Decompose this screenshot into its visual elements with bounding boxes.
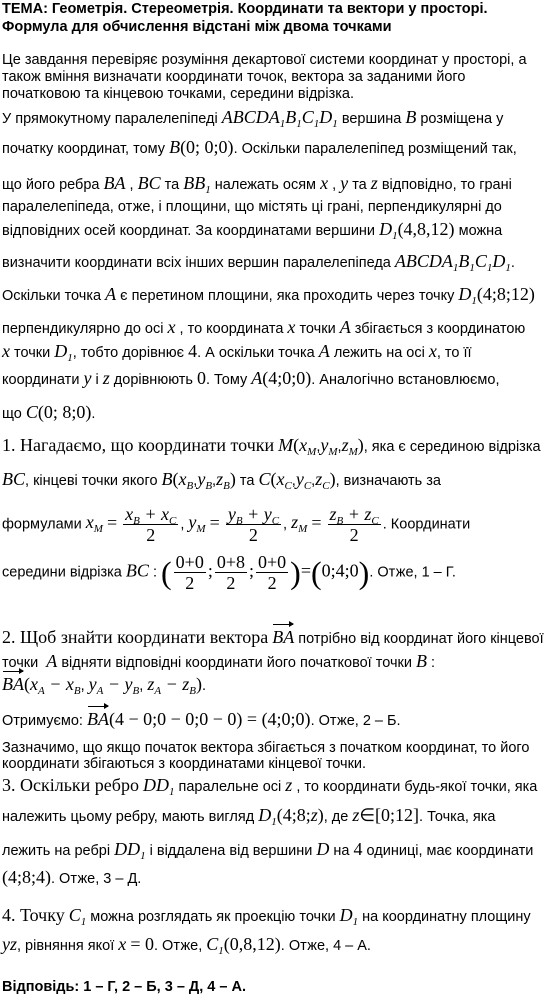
paragraph-line: x точки $D_1$, тобто дорівнює 4. А оскільки точка A лежить на осі x, то її	[2, 341, 472, 364]
intro-line-3: початковою та кінцевою точками, середини відрізка.	[2, 86, 355, 102]
title-line-2: Формула для обчислення відстані між двома точками	[2, 19, 392, 35]
section-1-line: BC, кінцеві точки якого $B(x_B,y_B,z_B)$ та $C(x_C,y_C,z_C)$, визначають за	[2, 469, 441, 492]
section-3-line: 3. Оскільки ребро $DD_1$ паралельне осі z , то координати будь-якої точки, яка	[2, 775, 538, 798]
paragraph-line: початку координат, тому B(0; 0;0). Оскільки паралелепіпед розміщений так,	[2, 137, 517, 157]
paragraph-line: паралелепіпеда, отже, і площини, що містять ці грані, перпендикулярні до	[2, 199, 502, 215]
section-3-line: лежить на ребрі $DD_1$ і віддалена від вершини D на 4 одиниці, має координати	[2, 839, 534, 862]
section-4-line: 4. Точку $C_1$ можна розглядать як проекцію точки $D_1$ на координатну площину	[2, 905, 531, 928]
section-2-note: Зазначимо, що якщо початок вектора збігається з початком координат, то його	[2, 740, 530, 756]
paragraph-line: координати y і z дорівнюють 0. Тому A(4;0;0). Аналогічно встановлюємо,	[2, 368, 500, 388]
title-line-1: ТЕМА: Геометрія. Стереометрія. Координати та вектори у просторі.	[2, 1, 488, 17]
section-1-formula: середини відрізка BC : ( $\frac{0+0}{2}$ ; $\frac{0+8}{2}$ ; $\frac{0+0}{2}$ )=(0;4;0). Отже, 1 – Г.	[2, 552, 456, 593]
section-2-formula: Отримуємо: BA(4 − 0;0 − 0;0 − 0) = (4;0;0). Отже, 2 – Б.	[2, 709, 401, 729]
section-3-line: належить цьому ребру, мають вигляд $D_1(4;8;z)$, де z∈[0;12]. Точка, яка	[2, 805, 496, 828]
answer-line: Відповідь: 1 – Г, 2 – Б, 3 – Д, 4 – А.	[2, 979, 246, 995]
section-4-line: yz, рівняння якої x = 0. Отже, $C_1(0,8,12)$. Отже, 4 – А.	[2, 934, 371, 957]
paragraph-line: що C(0; 8;0).	[2, 402, 96, 422]
paragraph-line: визначити координати всіх інших вершин паралелепіпеда $ABCDA_1B_1C_1D_1$.	[2, 251, 515, 274]
section-2-line: 2. Щоб знайти координати вектора BA потрібно від координат його кінцевої	[2, 627, 544, 647]
paragraph-line: перпендикулярно до осі x , то координата x точки A збігається з координатою	[2, 317, 526, 337]
section-1-formula: формулами $x_M$ = $\frac{x_B + x_C}{2}$ , $y_M$ = $\frac{y_B + y_C}{2}$ , $z_M$ = $\frac{z_B + z_C}{2}$ . Координати	[2, 504, 471, 545]
intro-line-1: Це завдання перевіряє розуміння декартової системи координат у просторі, а	[2, 52, 527, 68]
section-1-line: 1. Нагадаємо, що координати точки $M(x_M,y_M,z_M)$, яка є серединою відрізка	[2, 435, 541, 458]
paragraph-line: У прямокутному паралелепіпеді $ABCDA_1B_1C_1D_1$ вершина B розміщена у	[2, 107, 504, 130]
intro-line-2: також вміння визначати координати точок, вектора за заданими його	[2, 69, 466, 85]
section-2-note: координати збігаються з координатами кінцевої точки.	[2, 756, 367, 772]
paragraph-line: що його ребра BA , BC та $BB_1$ належать осям x , y та z відповідно, то грані	[2, 173, 512, 196]
section-2-line: точки A відняти відповідні координати його початкової точки B :	[2, 651, 436, 671]
section-2-formula: $BA(x_A - x_B$, $y_A - y_B$, $z_A - z_B$).	[2, 674, 207, 697]
paragraph-line: Оскільки точка A є перетином площини, яка проходить через точку $D_1(4;8;12)$	[2, 284, 535, 307]
paragraph-line: відповідних осей координат. За координатами вершини $D_1(4,8,12)$ можна	[2, 219, 503, 242]
section-3-line: (4;8;4). Отже, 3 – Д.	[2, 867, 142, 887]
